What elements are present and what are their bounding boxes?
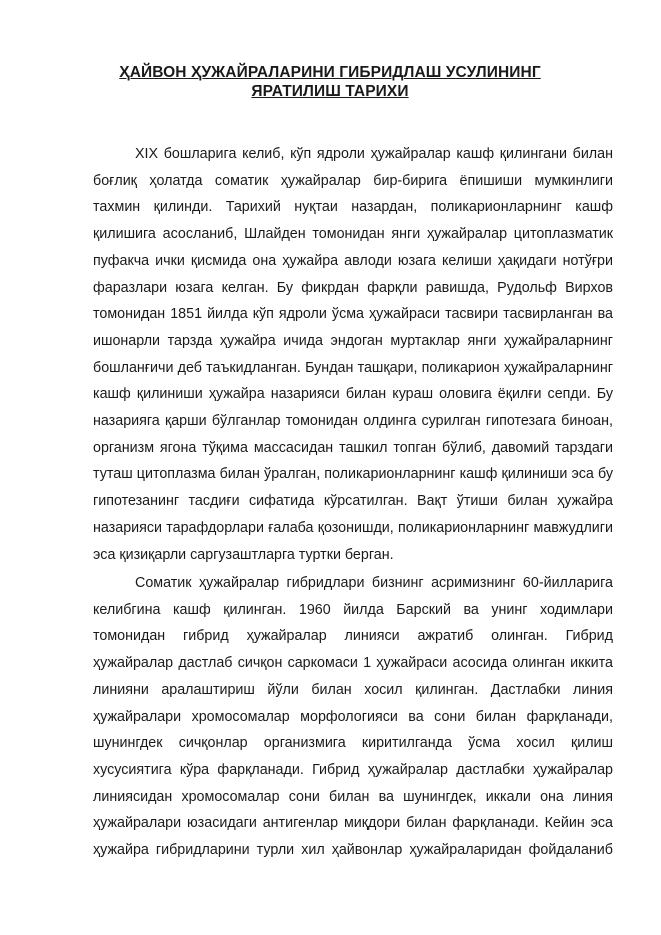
paragraph-1-line: туташ цитоплазма билан ўралган, поликарионларнинг кашф қилиниши эса бу [93, 466, 613, 483]
paragraph-2-line: хусусиятига кўра фарқланади. Гибрид ҳужайралар дастлабки ҳужайралар [93, 761, 613, 778]
paragraph-2-line: ҳужайралари хромосомалар морфологияси ва сони билан фарқланади, [93, 708, 613, 725]
paragraph-1-line: назарияга қарши бўлганлар томонидан олдинга сурилган гипотезага биноан, [93, 413, 613, 429]
paragraph-1-line: бошланғичи деб таъкидланган. Бундан ташқари, поликарион ҳужайраларнинг [93, 359, 613, 376]
paragraph-1-line: кашф қилиниши ҳужайра назарияси билан кураш оловига ёқилғи сепди. Бу [93, 386, 613, 403]
title-line-1: ҲАЙВОН ҲУЖАЙРАЛАРИНИ ГИБРИДЛАШ УСУЛИНИНГ [119, 64, 541, 81]
paragraph-2-line: шунингдек сичқонлар организмига киритилганда ўсма хосил қилиш [93, 735, 613, 752]
paragraph-2-line: линиясидан хромосомалар сони билан ва шунингдек, иккали она линия [93, 788, 613, 805]
paragraph-1-line: ишонарли тарзда ҳужайра ичида эндоган муртаклар янги ҳужайраларнинг [93, 332, 613, 349]
paragraph-2-line: томонидан гибрид ҳужайралар линияси ажратиб олинган. Гибрид [93, 628, 613, 645]
paragraph-2-line: ҳужайра гибридларини турли хил ҳайвонлар ҳужайраларидан фойдаланиб [93, 842, 613, 858]
paragraph-1-line: боғлиқ ҳолатда соматик ҳужайралар бир-бирига ёпишиши мумкинлиги [93, 172, 613, 189]
paragraph-2-line: Соматик ҳужайралар гибридлари бизнинг асримизнинг 60-йилларига [135, 575, 613, 591]
paragraph-1-line: фаразлари юзага келган. Бу фикрдан фарқли равишда, Рудольф Вирхов [93, 279, 613, 296]
paragraph-1-line: XIX бошларига келиб, кўп ядроли ҳужайралар кашф қилингани билан [135, 146, 613, 162]
paragraph-1-line: организм ягона тўқима массасидан ташкил топган бўлиб, давомий тарздаги [93, 439, 613, 456]
title-line-2: ЯРАТИЛИШ ТАРИХИ [251, 83, 409, 100]
paragraph-2-line: келибгина кашф қилинган. 1960 йилда Барский ва унинг ходимлари [93, 601, 613, 618]
paragraph-1-line: томонидан 1851 йилда кўп ядроли ўсма ҳужайраси тасвири тасвирланган ва [93, 306, 613, 323]
document-title [60, 63, 600, 101]
paragraph-1-line: пуфакча ички қисмида она ҳужайра авлоди юзага келиши ҳақидаги нотўғри [93, 252, 613, 269]
paragraph-1-line: эса қизиқарли саргузаштларга туртки берган. [93, 546, 394, 563]
paragraph-2-line: линияни аралаштириш йўли билан хосил қилинган. Дастлабки линия [93, 681, 613, 698]
paragraph-1-line: назарияси тарафдорлари ғалаба қозонишди, поликарионларнинг мавжудлиги [93, 519, 613, 536]
paragraph-1-line: қилишига асосланиб, Шлайден томонидан янги ҳужайралар цитоплазматик [93, 226, 613, 243]
paragraph-1-line: гипотезанинг тасдиғи сифатида кўрсатилган. Вақт ўтиши билан ҳужайра [93, 493, 613, 510]
paragraph-2-line: ҳужайралар дастлаб сичқон саркомаси 1 ҳужайраси асосида олинган иккита [93, 655, 613, 672]
paragraph-2-line: ҳужайралари юзасидаги антигенлар миқдори билан фарқланади. Кейин эса [93, 815, 613, 832]
paragraph-1-line: тахмин қилинди. Тарихий нуқтаи назардан, поликарионларнинг кашф [93, 199, 613, 216]
